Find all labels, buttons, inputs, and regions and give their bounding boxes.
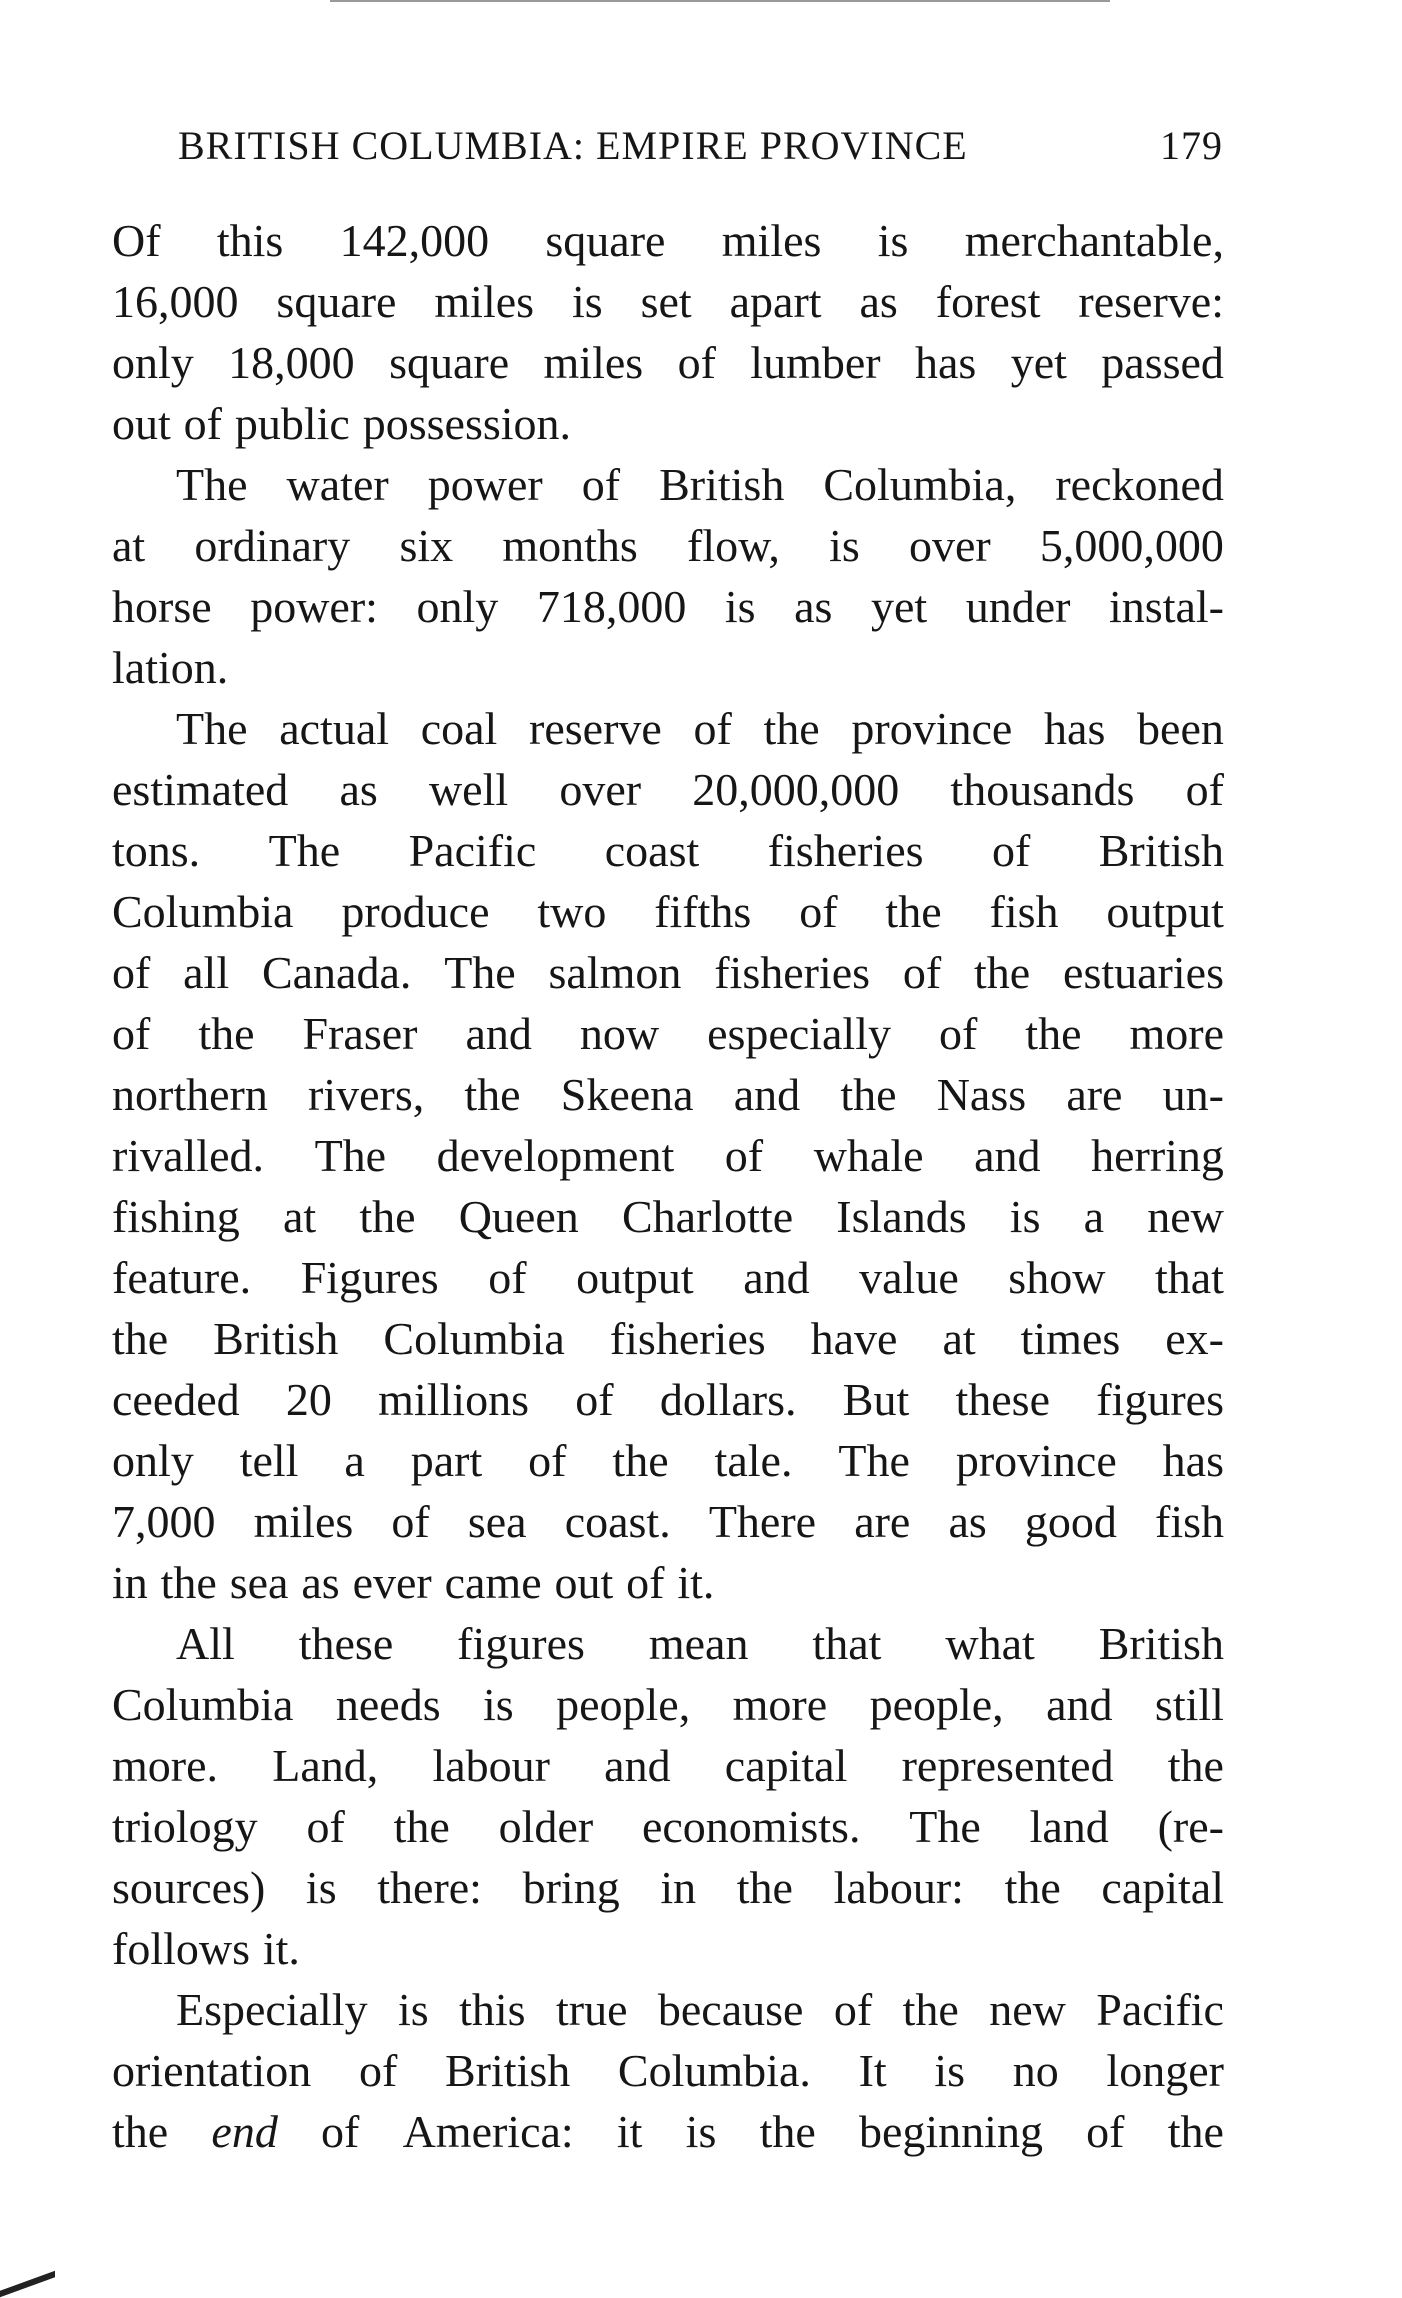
word: it. bbox=[677, 1557, 715, 1608]
word: the bbox=[198, 1008, 255, 1059]
word: as bbox=[301, 1557, 340, 1608]
word: Pacific bbox=[408, 825, 537, 876]
word: bring bbox=[522, 1862, 620, 1913]
text-line bbox=[112, 515, 1224, 576]
word: is bbox=[1009, 1191, 1041, 1242]
word: the bbox=[112, 2106, 169, 2157]
word: 5,000,000 bbox=[1039, 520, 1224, 571]
word: more bbox=[732, 1679, 828, 1730]
word: these bbox=[955, 1374, 1050, 1425]
text-line bbox=[112, 1735, 1224, 1796]
word: British bbox=[213, 1313, 339, 1364]
word: as bbox=[339, 764, 378, 815]
word: over bbox=[559, 764, 642, 815]
paragraph-coal-fisheries bbox=[112, 698, 1224, 1613]
word: more. bbox=[112, 1740, 219, 1791]
word: ex- bbox=[1165, 1313, 1224, 1364]
word: of bbox=[528, 1435, 567, 1486]
word: Columbia bbox=[112, 1679, 294, 1730]
word: of bbox=[112, 1008, 151, 1059]
word: tons. bbox=[112, 825, 201, 876]
word: British bbox=[659, 459, 785, 510]
word: six bbox=[399, 520, 454, 571]
page-number: 179 bbox=[1160, 123, 1223, 168]
word: Queen bbox=[458, 1191, 579, 1242]
text-line bbox=[112, 271, 1224, 332]
word: of bbox=[799, 886, 838, 937]
word: the bbox=[902, 1984, 959, 2035]
word: whale bbox=[813, 1130, 924, 1181]
word: sea bbox=[229, 1557, 289, 1608]
word: ordinary bbox=[194, 520, 351, 571]
word: as bbox=[859, 276, 898, 327]
word: salmon bbox=[548, 947, 682, 998]
word: is bbox=[877, 215, 909, 266]
word: the bbox=[1025, 1008, 1082, 1059]
word: rivers, bbox=[308, 1069, 425, 1120]
word: instal- bbox=[1109, 581, 1224, 632]
word: two bbox=[537, 886, 607, 937]
word: reckoned bbox=[1055, 459, 1224, 510]
word: this bbox=[459, 1984, 526, 2035]
word: new bbox=[989, 1984, 1066, 2035]
word: the bbox=[840, 1069, 897, 1120]
word: 18,000 bbox=[228, 337, 355, 388]
word: of bbox=[902, 947, 942, 998]
word: power: bbox=[250, 581, 378, 632]
word: the bbox=[1167, 1740, 1224, 1791]
word: only bbox=[112, 337, 194, 388]
word: labour bbox=[432, 1740, 550, 1791]
word: have bbox=[810, 1313, 898, 1364]
text-line bbox=[112, 210, 1224, 271]
word: merchantable, bbox=[964, 215, 1224, 266]
text-line bbox=[112, 454, 1224, 515]
word: 7,000 bbox=[112, 1496, 216, 1547]
word: capital bbox=[724, 1740, 848, 1791]
word: of bbox=[991, 825, 1031, 876]
word: the bbox=[112, 1313, 169, 1364]
word: apart bbox=[729, 276, 822, 327]
text-line bbox=[112, 1857, 1224, 1918]
word: Charlotte bbox=[621, 1191, 794, 1242]
word: produce bbox=[341, 886, 490, 937]
word: labour: bbox=[833, 1862, 964, 1913]
word: lumber bbox=[750, 337, 881, 388]
word: lation. bbox=[112, 642, 229, 693]
word: times bbox=[1020, 1313, 1121, 1364]
word: output bbox=[1106, 886, 1224, 937]
word: yet bbox=[870, 581, 928, 632]
word: of bbox=[693, 703, 732, 754]
word: is bbox=[829, 520, 860, 571]
word: and bbox=[604, 1740, 671, 1791]
text-line bbox=[112, 1491, 1224, 1552]
word: all bbox=[183, 947, 230, 998]
word: more bbox=[1129, 1008, 1224, 1059]
word: set bbox=[640, 276, 692, 327]
word: only bbox=[416, 581, 499, 632]
word: the bbox=[464, 1069, 521, 1120]
text-line bbox=[112, 881, 1224, 942]
word: and bbox=[974, 1130, 1041, 1181]
word: square bbox=[389, 337, 510, 388]
text-line bbox=[112, 698, 1224, 759]
word: in bbox=[112, 1557, 148, 1608]
word: this bbox=[216, 215, 284, 266]
word: months bbox=[502, 520, 638, 571]
word: the bbox=[612, 1435, 669, 1486]
word: Columbia. bbox=[617, 2045, 811, 2096]
word: a bbox=[1083, 1191, 1105, 1242]
word: miles bbox=[434, 276, 535, 327]
text-line bbox=[112, 942, 1224, 1003]
text-line bbox=[112, 1186, 1224, 1247]
word: province bbox=[955, 1435, 1117, 1486]
text-line bbox=[112, 1369, 1224, 1430]
word: passed bbox=[1101, 337, 1224, 388]
word: sources) bbox=[112, 1862, 266, 1913]
word: out bbox=[554, 1557, 614, 1608]
text-line bbox=[112, 1308, 1224, 1369]
word: beginning bbox=[858, 2106, 1043, 2157]
word: British bbox=[444, 2045, 571, 2096]
word: sea bbox=[467, 1496, 527, 1547]
text-line bbox=[112, 2101, 1224, 2162]
word: is bbox=[934, 2045, 966, 2096]
paragraph-people bbox=[112, 1613, 1224, 1979]
word: un- bbox=[1162, 1069, 1224, 1120]
text-line bbox=[112, 1247, 1224, 1308]
word: follows bbox=[112, 1923, 250, 1974]
word: 20 bbox=[285, 1374, 332, 1425]
word: province bbox=[851, 703, 1013, 754]
text-line bbox=[112, 1918, 1224, 1979]
word: out bbox=[112, 398, 171, 449]
word: came bbox=[444, 1557, 542, 1608]
word: new bbox=[1147, 1191, 1224, 1242]
word: the bbox=[1004, 1862, 1061, 1913]
word: land bbox=[1029, 1801, 1109, 1852]
word: possession. bbox=[362, 398, 572, 449]
word: good bbox=[1024, 1496, 1117, 1547]
word: the bbox=[759, 2106, 816, 2157]
scan-corner-mark bbox=[0, 2268, 55, 2298]
word: square bbox=[545, 215, 666, 266]
word: water bbox=[286, 459, 389, 510]
word: fisheries bbox=[767, 825, 924, 876]
paragraph-forest bbox=[112, 210, 1224, 454]
word: the bbox=[160, 1557, 217, 1608]
text-line bbox=[112, 759, 1224, 820]
word: Especially bbox=[176, 1984, 368, 2035]
word: development bbox=[436, 1130, 675, 1181]
word: ever bbox=[352, 1557, 432, 1608]
scan-edge-rule bbox=[330, 0, 1110, 2]
word: especially bbox=[707, 1008, 891, 1059]
word: the bbox=[359, 1191, 416, 1242]
word: is bbox=[724, 581, 756, 632]
text-line bbox=[112, 393, 1224, 454]
word: coal bbox=[420, 703, 498, 754]
word: square bbox=[276, 276, 397, 327]
word: the bbox=[393, 1801, 450, 1852]
word: actual bbox=[279, 703, 390, 754]
body-text bbox=[112, 210, 1224, 2162]
word: and bbox=[465, 1008, 532, 1059]
word: Figures bbox=[300, 1252, 439, 1303]
word: of bbox=[724, 1130, 764, 1181]
word: the bbox=[974, 947, 1031, 998]
word: fisheries bbox=[609, 1313, 766, 1364]
word: what bbox=[945, 1618, 1035, 1669]
word: flow, bbox=[687, 520, 780, 571]
word: it bbox=[616, 2106, 643, 2157]
word: Of bbox=[112, 215, 161, 266]
word: ceeded bbox=[112, 1374, 240, 1425]
word: people, bbox=[556, 1679, 691, 1730]
word: millions bbox=[378, 1374, 529, 1425]
word: The bbox=[176, 459, 248, 510]
word: over bbox=[908, 520, 991, 571]
word: the bbox=[885, 886, 942, 937]
word: Nass bbox=[936, 1069, 1027, 1120]
word: yet bbox=[1010, 337, 1067, 388]
word: of bbox=[358, 2045, 398, 2096]
word: The bbox=[176, 703, 248, 754]
word: thousands bbox=[950, 764, 1135, 815]
word: and bbox=[733, 1069, 801, 1120]
word: well bbox=[428, 764, 509, 815]
word: mean bbox=[648, 1618, 749, 1669]
word: America: bbox=[402, 2106, 574, 2157]
word: Canada. bbox=[261, 947, 412, 998]
word: 16,000 bbox=[112, 276, 239, 327]
word: only bbox=[112, 1435, 194, 1486]
text-line bbox=[112, 332, 1224, 393]
word: is bbox=[398, 1984, 429, 2035]
word: of bbox=[626, 1557, 665, 1608]
word: coast. bbox=[564, 1496, 671, 1547]
word: It bbox=[858, 2045, 887, 2096]
word: (re- bbox=[1157, 1801, 1224, 1852]
word: Columbia bbox=[112, 886, 294, 937]
word: of bbox=[306, 1801, 345, 1852]
text-line bbox=[112, 1979, 1224, 2040]
text-line bbox=[112, 1125, 1224, 1186]
word: of bbox=[833, 1984, 873, 2035]
word: reserve: bbox=[1078, 276, 1224, 327]
word: of bbox=[938, 1008, 978, 1059]
word: needs bbox=[335, 1679, 441, 1730]
word: fifths bbox=[654, 886, 752, 937]
word: that bbox=[812, 1618, 882, 1669]
word: at bbox=[112, 520, 146, 571]
text-line bbox=[112, 637, 1224, 698]
word: that bbox=[1154, 1252, 1224, 1303]
word: reserve bbox=[529, 703, 662, 754]
word: miles bbox=[253, 1496, 354, 1547]
word: tell bbox=[239, 1435, 299, 1486]
word: 718,000 bbox=[536, 581, 687, 632]
word: are bbox=[1066, 1069, 1123, 1120]
word: The bbox=[314, 1130, 387, 1181]
paragraph-water-power bbox=[112, 454, 1224, 698]
word: British bbox=[1098, 1618, 1224, 1669]
word: are bbox=[854, 1496, 911, 1547]
word: has bbox=[1044, 703, 1106, 754]
word: The bbox=[838, 1435, 910, 1486]
word: Land, bbox=[272, 1740, 379, 1791]
word: of bbox=[581, 459, 621, 510]
word: fisheries bbox=[714, 947, 871, 998]
word: these bbox=[298, 1618, 394, 1669]
word: because bbox=[657, 1984, 804, 2035]
word: of bbox=[1185, 764, 1224, 815]
word: is bbox=[483, 1679, 514, 1730]
word: part bbox=[410, 1435, 483, 1486]
word: The bbox=[444, 947, 516, 998]
word: figures bbox=[457, 1618, 585, 1669]
word: no bbox=[1012, 2045, 1059, 2096]
word: Skeena bbox=[560, 1069, 694, 1120]
word: represented bbox=[901, 1740, 1114, 1791]
word: Islands bbox=[836, 1191, 967, 1242]
word: at bbox=[942, 1313, 976, 1364]
word: British bbox=[1098, 825, 1224, 876]
text-line bbox=[112, 576, 1224, 637]
word: of bbox=[321, 2106, 360, 2157]
word: tale. bbox=[714, 1435, 793, 1486]
word: fishing bbox=[112, 1191, 240, 1242]
text-line bbox=[112, 1674, 1224, 1735]
word: as bbox=[794, 581, 833, 632]
word: estimated bbox=[112, 764, 289, 815]
word: of bbox=[488, 1252, 527, 1303]
word: feature. bbox=[112, 1252, 252, 1303]
word: end bbox=[211, 2106, 278, 2157]
word: triology bbox=[112, 1801, 258, 1852]
word: of bbox=[575, 1374, 614, 1425]
word: as bbox=[948, 1496, 987, 1547]
word: miles bbox=[721, 215, 822, 266]
word: Fraser bbox=[302, 1008, 418, 1059]
word: dollars. bbox=[659, 1374, 797, 1425]
word: show bbox=[1008, 1252, 1106, 1303]
word: still bbox=[1154, 1679, 1224, 1730]
word: fish bbox=[1155, 1496, 1224, 1547]
word: of bbox=[677, 337, 716, 388]
word: has bbox=[914, 337, 977, 388]
word: and bbox=[743, 1252, 810, 1303]
word: Columbia bbox=[383, 1313, 565, 1364]
word: 142,000 bbox=[339, 215, 490, 266]
word: in bbox=[660, 1862, 697, 1913]
paragraph-pacific-orientation bbox=[112, 1979, 1224, 2162]
word: estuaries bbox=[1063, 947, 1224, 998]
word: is bbox=[572, 276, 603, 327]
word: orientation bbox=[112, 2045, 312, 2096]
word: true bbox=[555, 1984, 628, 2035]
word: power bbox=[427, 459, 543, 510]
word: miles bbox=[543, 337, 644, 388]
running-title: BRITISH COLUMBIA: EMPIRE PROVINCE bbox=[178, 123, 968, 168]
word: Pacific bbox=[1096, 1984, 1224, 2035]
word: people, bbox=[869, 1679, 1004, 1730]
text-line bbox=[112, 1796, 1224, 1857]
text-line bbox=[112, 1430, 1224, 1491]
word: now bbox=[579, 1008, 660, 1059]
running-header bbox=[178, 116, 1223, 176]
word: figures bbox=[1096, 1374, 1224, 1425]
text-line bbox=[112, 2040, 1224, 2101]
word: older bbox=[498, 1801, 594, 1852]
word: value bbox=[859, 1252, 959, 1303]
text-line bbox=[112, 1552, 1224, 1613]
word: But bbox=[842, 1374, 910, 1425]
text-line bbox=[112, 1003, 1224, 1064]
word: the bbox=[736, 1862, 793, 1913]
word: at bbox=[282, 1191, 317, 1242]
word: output bbox=[576, 1252, 694, 1303]
word: a bbox=[344, 1435, 365, 1486]
word: capital bbox=[1101, 1862, 1224, 1913]
word: All bbox=[176, 1618, 235, 1669]
word: of bbox=[1086, 2106, 1125, 2157]
word: is bbox=[305, 1862, 337, 1913]
text-line bbox=[112, 1613, 1224, 1674]
word: under bbox=[965, 581, 1071, 632]
word: is bbox=[685, 2106, 717, 2157]
word: The bbox=[268, 825, 341, 876]
word: the bbox=[1167, 2106, 1224, 2157]
word: Columbia, bbox=[823, 459, 1017, 510]
word: of bbox=[391, 1496, 430, 1547]
word: There bbox=[708, 1496, 817, 1547]
word: forest bbox=[935, 276, 1041, 327]
word: horse bbox=[112, 581, 212, 632]
word: public bbox=[234, 398, 350, 449]
word: has bbox=[1162, 1435, 1224, 1486]
word: 20,000,000 bbox=[692, 764, 900, 815]
word: economists. bbox=[641, 1801, 861, 1852]
word: The bbox=[909, 1801, 981, 1852]
text-line bbox=[112, 1064, 1224, 1125]
word: of bbox=[183, 398, 222, 449]
word: of bbox=[112, 947, 151, 998]
word: it. bbox=[262, 1923, 300, 1974]
word: northern bbox=[112, 1069, 268, 1120]
word: and bbox=[1046, 1679, 1113, 1730]
word: rivalled. bbox=[112, 1130, 264, 1181]
word: coast bbox=[604, 825, 700, 876]
word: there: bbox=[377, 1862, 482, 1913]
word: the bbox=[763, 703, 820, 754]
word: longer bbox=[1106, 2045, 1224, 2096]
text-line bbox=[112, 820, 1224, 881]
word: herring bbox=[1091, 1130, 1224, 1181]
word: been bbox=[1137, 703, 1224, 754]
word: fish bbox=[989, 886, 1059, 937]
